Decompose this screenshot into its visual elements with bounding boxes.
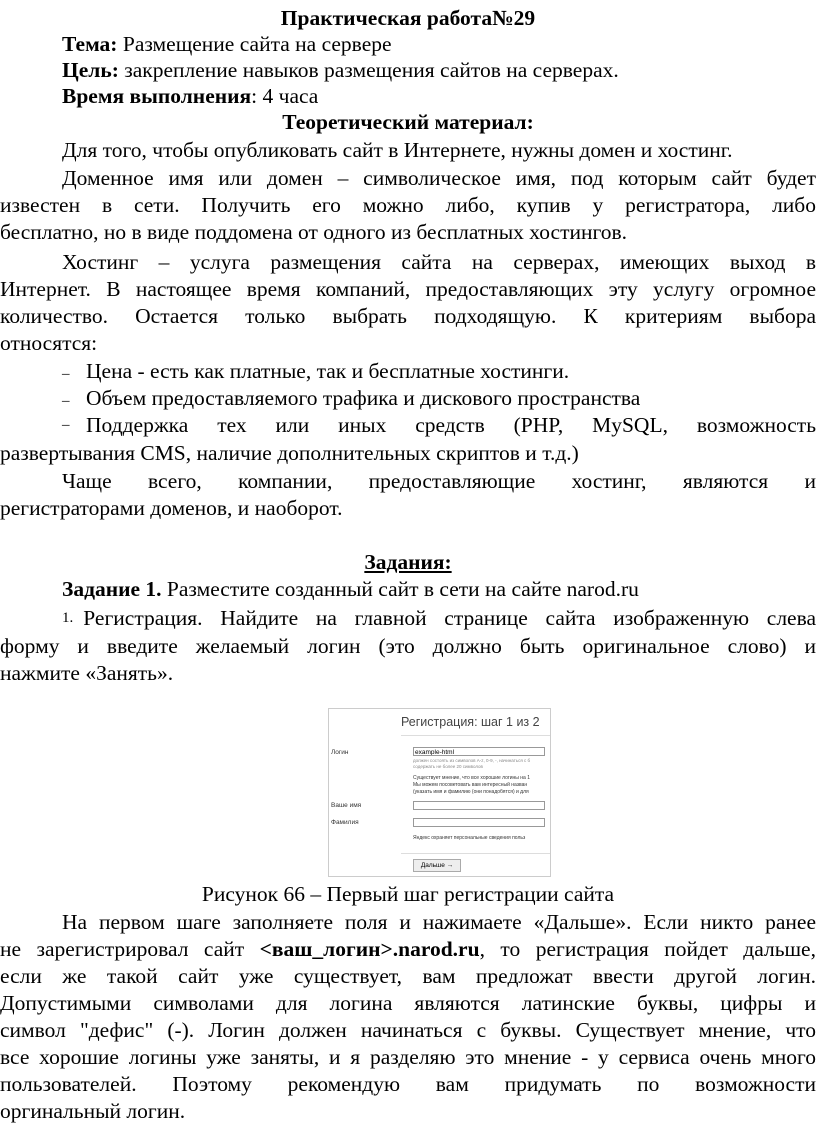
dash-bullet-icon: – — [62, 393, 70, 409]
final-text: не зарегистрировал сайт — [0, 937, 260, 961]
note-text: Существует мнение, что все хорошие логины на 1 — [413, 775, 530, 781]
name-input[interactable] — [413, 801, 545, 810]
login-input[interactable]: example-html — [413, 747, 545, 756]
final-line: пользователей. Поэтому рекомендую вам придумать по возможности — [0, 1072, 816, 1096]
theory-line: Интернет. В настоящее время компаний, предоставляющих эту услугу огромное — [0, 277, 816, 301]
name-label: Ваше имя — [331, 802, 362, 809]
time-label: Время выполнения — [62, 84, 252, 108]
topic-text: Размещение сайта на сервере — [117, 32, 392, 56]
theory-line: известен в сети. Получить его можно либо, купив у регистратора, либо — [0, 193, 816, 217]
surname-label: Фамилия — [331, 819, 359, 826]
registration-figure — [328, 708, 551, 877]
login-label: Логин — [331, 749, 349, 756]
final-line: На первом шаге заполняете поля и нажимаете «Дальше». Если никто ранее — [62, 910, 816, 934]
figure-divider — [401, 735, 550, 736]
step1-text: Регистрация. Найдите на главной странице сайта изображенную слева — [83, 606, 816, 630]
page-title: Практическая работа№29 — [280, 6, 536, 30]
criteria-item — [0, 412, 816, 438]
login-hint: должен состоять из символов A-z, 0-9, -, начинаться с б — [413, 758, 531, 763]
surname-input[interactable] — [413, 818, 545, 827]
login-hint: содержать не более 20 символов — [413, 764, 483, 769]
tasks-heading: Задания: — [364, 550, 452, 574]
criteria-item — [0, 385, 816, 414]
figure-divider — [401, 853, 550, 854]
topic-line — [0, 31, 816, 57]
task1-label: Задание 1. — [62, 577, 162, 601]
criteria-text: Поддержка тех или иных средств (PHP, MySQL, возможность — [86, 413, 816, 437]
figure-title: Регистрация: шаг 1 из 2 — [401, 715, 540, 729]
dash-bullet-icon: – — [62, 366, 70, 382]
final-line: если же такой сайт уже существует, вам предложат ввести другой логин. — [0, 964, 816, 988]
criteria-continuation: развертывания CMS, наличие дополнительных скриптов и т.д.) — [0, 441, 579, 465]
theory-heading: Теоретический материал: — [282, 110, 534, 134]
criteria-text: Цена - есть как платные, так и бесплатные хостинги. — [86, 359, 570, 383]
final-line: оргинальный логин. — [0, 1099, 186, 1123]
privacy-text: Яндекс охраняет персональные сведения польз — [413, 835, 526, 841]
step1-line: форму и введите желаемый логин (это должно быть оригинальное слово) и — [0, 634, 816, 658]
step1-line: нажмите «Занять». — [0, 661, 174, 685]
final-line: Допустимыми символами для логина являются латинские буквы, цифры и — [0, 991, 816, 1015]
often-line: регистраторами доменов, и наоборот. — [0, 496, 343, 520]
task1-line — [0, 576, 816, 602]
next-button[interactable]: Дальше → — [413, 859, 461, 872]
theory-line: бесплатно, но в виде поддомена от одного из бесплатных хостингов. — [0, 220, 628, 244]
goal-label: Цель: — [62, 58, 119, 82]
task1-text: Разместите созданный сайт в сети на сайте narod.ru — [161, 577, 639, 601]
final-line: символ "дефис" (-). Логин должен начинаться с буквы. Существует мнение, что — [0, 1018, 816, 1042]
note-text: Мы можем посоветовать вам интересный назван — [413, 782, 528, 788]
step1-row — [62, 605, 816, 631]
step1-line — [0, 605, 816, 631]
final-text: , то регистрация пойдет дальше, — [479, 937, 816, 961]
theory-line: Для того, чтобы опубликовать сайт в Интернете, нужны домен и хостинг. — [62, 138, 733, 162]
note-text: (указать имя и фамилию (они понадобятся) и для — [413, 789, 529, 795]
site-address: <ваш_логин>.narod.ru — [259, 937, 480, 961]
goal-line — [0, 57, 816, 83]
criteria-row — [62, 412, 816, 438]
final-line — [0, 936, 816, 962]
dash-bullet-icon: – — [62, 417, 70, 433]
theory-line: относятся: — [0, 331, 98, 355]
theory-line: количество. Остается только выбрать подходящую. К критериям выбора — [0, 304, 816, 328]
criteria-text: Объем предоставляемого трафика и дискового пространства — [86, 386, 641, 410]
often-line: Чаще всего, компании, предоставляющие хостинг, являются и — [62, 469, 816, 493]
final-line: все хорошие логины уже заняты, и я разделяю это мнение - у сервиса очень много — [0, 1045, 816, 1069]
criteria-item — [0, 358, 816, 387]
topic-label: Тема: — [62, 32, 118, 56]
theory-line: Доменное имя или домен – символическое имя, под которым сайт будет — [62, 166, 816, 190]
figure-caption: Рисунок 66 – Первый шаг регистрации сайта — [201, 882, 615, 906]
theory-line: Хостинг – услуга размещения сайта на серверах, имеющих выход в — [62, 250, 816, 274]
time-text: : 4 часа — [251, 84, 319, 108]
goal-text: закрепление навыков размещения сайтов на серверах. — [118, 58, 619, 82]
time-line — [0, 83, 816, 109]
step-number: 1. — [62, 610, 74, 626]
